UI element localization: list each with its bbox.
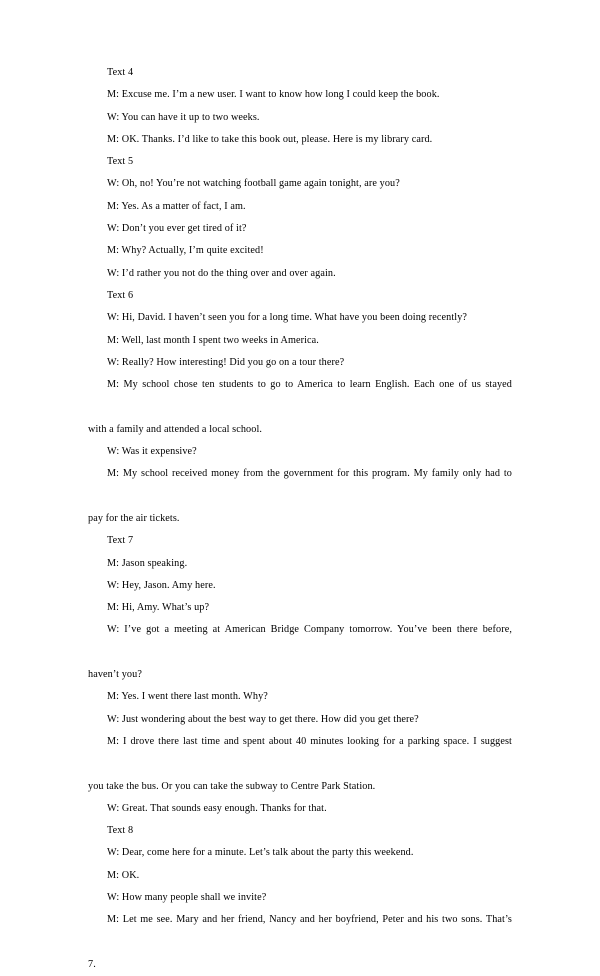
dialogue-line: M: OK. <box>107 869 140 881</box>
dialogue-line: W: Was it expensive? <box>107 446 197 458</box>
dialogue-line: M: Well, last month I spent two weeks in America. <box>107 334 319 346</box>
dialogue-line: W: Dear, come here for a minute. Let’s talk about the party this weekend. <box>107 847 414 859</box>
dialogue-line: W: Hi, David. I haven’t seen you for a long time. What have you been doing recently? <box>107 312 468 324</box>
dialogue-line: M: Yes. As a matter of fact, I am. <box>107 200 246 212</box>
dialogue-line: W: How many people shall we invite? <box>107 891 267 903</box>
dialogue-line-continuation: haven’t you? <box>88 669 142 681</box>
dialogue-line-continuation: you take the bus. Or you can take the subway to Centre Park Station. <box>88 780 376 792</box>
dialogue-line: W: Just wondering about the best way to get there. How did you get there? <box>107 713 419 725</box>
dialogue-line: M: Excuse me. I’m a new user. I want to know how long I could keep the book. <box>107 89 440 101</box>
dialogue-line: M: Hi, Amy. What’s up? <box>107 602 210 614</box>
dialogue-line: W: Don’t you ever get tired of it? <box>107 223 247 235</box>
section-heading: Text 6 <box>107 289 134 301</box>
dialogue-line-wrapped: M: Let me see. Mary and her friend, Nancy and her boyfriend, Peter and his two sons. That’s <box>107 914 512 926</box>
dialogue-line: W: You can have it up to two weeks. <box>107 111 260 123</box>
dialogue-line: W: Hey, Jason. Amy here. <box>107 579 216 591</box>
dialogue-line-wrapped: M: I drove there last time and spent about 40 minutes looking for a parking space. I suggest <box>107 735 512 747</box>
dialogue-line: M: Yes. I went there last month. Why? <box>107 691 268 703</box>
document-body <box>88 62 512 976</box>
section-heading: Text 5 <box>107 156 134 168</box>
section-heading: Text 4 <box>107 67 134 78</box>
dialogue-line: W: Great. That sounds easy enough. Thanks for that. <box>107 802 327 814</box>
dialogue-line-continuation: with a family and attended a local school. <box>88 423 263 435</box>
dialogue-line: M: Why? Actually, I’m quite excited! <box>107 245 264 257</box>
dialogue-line-wrapped: M: My school received money from the government for this program. My family only had to <box>107 468 512 480</box>
section-heading: Text 8 <box>107 825 134 837</box>
dialogue-line: M: OK. Thanks. I’d like to take this book out, please. Here is my library card. <box>107 133 433 145</box>
dialogue-line: M: Jason speaking. <box>107 557 188 569</box>
dialogue-line-continuation: pay for the air tickets. <box>88 512 180 524</box>
dialogue-line-continuation: 7. <box>88 958 96 970</box>
section-heading: Text 7 <box>107 535 134 547</box>
dialogue-line-wrapped: M: My school chose ten students to go to America to learn English. Each one of us stayed <box>107 379 512 391</box>
dialogue-line: W: Oh, no! You’re not watching football game again tonight, are you? <box>107 178 400 190</box>
dialogue-line: W: Really? How interesting! Did you go on a tour there? <box>107 356 345 368</box>
dialogue-line: W: I’d rather you not do the thing over and over again. <box>107 267 336 279</box>
dialogue-line-wrapped: W: I’ve got a meeting at American Bridge Company tomorrow. You’ve been there before, <box>107 624 512 636</box>
